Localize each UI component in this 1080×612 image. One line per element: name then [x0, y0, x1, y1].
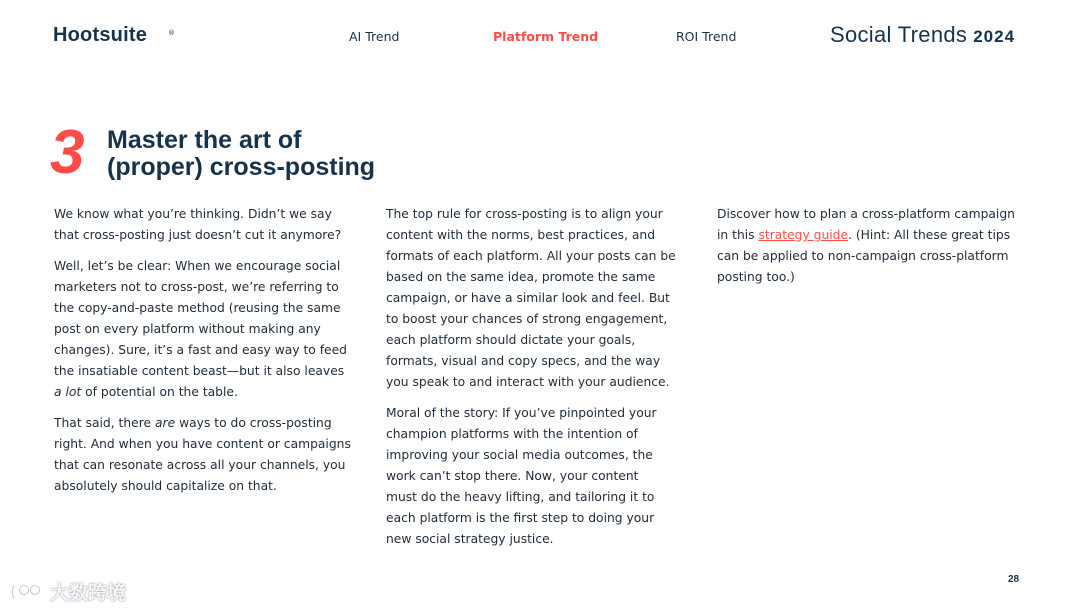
text-fragment: That said, there: [54, 416, 155, 430]
text-line: [54, 413, 369, 434]
text-fragment: in this: [717, 228, 759, 242]
text-line: absolutely should capitalize on that.: [54, 479, 277, 493]
section-title: [107, 127, 375, 181]
col2-paragraph-1: [386, 204, 701, 393]
text-line: content with the norms, best practices, and: [386, 228, 656, 242]
hootsuite-logo[interactable]: Hootsuite: [53, 24, 148, 46]
italic-text: are: [155, 416, 176, 430]
col3-paragraph-1: [717, 204, 1047, 288]
column-1: [54, 204, 369, 507]
nav-roi-trend[interactable]: ROI Trend: [676, 29, 737, 44]
text-line: work can’t stop there. Now, your content: [386, 469, 639, 483]
text-fragment: ways to do cross-posting: [175, 416, 332, 430]
brand-year: 2024: [973, 27, 1016, 46]
text-line: right. And when you have content or campaigns: [54, 437, 351, 451]
text-fragment: of potential on the table.: [81, 385, 238, 399]
text-line: that can resonate across all your channels, you: [54, 458, 346, 472]
watermark: [10, 578, 126, 605]
text-line: campaign, or have a similar look and feel. But: [386, 291, 670, 305]
social-trends-brand: [830, 22, 1015, 48]
italic-text: a lot: [54, 385, 82, 399]
nav-platform-trend[interactable]: Platform Trend: [493, 29, 599, 44]
col1-paragraph-3: [54, 413, 369, 497]
text-line: each platform is the first step to doing your: [386, 511, 655, 525]
text-line: improving your social media outcomes, the: [386, 448, 653, 462]
text-line: must do the heavy lifting, and tailoring it to: [386, 490, 655, 504]
watermark-text: 大数跨境: [50, 582, 127, 604]
col2-paragraph-2: [386, 403, 701, 550]
column-2: [386, 204, 701, 560]
title-line-2: (proper) cross-posting: [107, 153, 376, 181]
column-3: [717, 204, 1047, 298]
col1-paragraph-1: [54, 204, 369, 246]
text-line: [717, 225, 1047, 246]
text-line: The top rule for cross-posting is to align your: [386, 207, 663, 221]
header: [0, 0, 1080, 72]
text-line: changes). Sure, it’s a fast and easy way to feed: [54, 343, 347, 357]
text-line: can be applied to non-campaign cross-platform: [717, 249, 1009, 263]
text-line: based on the same idea, promote the same: [386, 270, 656, 284]
text-line: Well, let’s be clear: When we encourage social: [54, 259, 341, 273]
text-line: Moral of the story: If you’ve pinpointed your: [386, 406, 657, 420]
text-line: marketers not to cross-post, we’re referring to: [54, 280, 339, 294]
text-line: champion platforms with the intention of: [386, 427, 638, 441]
watermark-logo-icon: [10, 581, 46, 603]
col1-paragraph-2: [54, 256, 369, 403]
text-line: formats, visual and copy specs, and the way: [386, 354, 661, 368]
nav-ai-trend[interactable]: AI Trend: [349, 29, 400, 44]
text-fragment: . (Hint: All these great tips: [848, 228, 1011, 242]
title-line-1: Master the art of: [107, 126, 302, 154]
brand-text: Social Trends: [830, 22, 968, 47]
text-line: you speak to and interact with your audience.: [386, 375, 670, 389]
text-line: new social strategy justice.: [386, 532, 554, 546]
text-line: the copy-and-paste method (reusing the same: [54, 301, 341, 315]
text-line: [54, 382, 369, 403]
section-number: 3: [50, 118, 85, 187]
text-line: each platform should dictate your goals,: [386, 333, 636, 347]
text-line: that cross-posting just doesn’t cut it anymore?: [54, 228, 342, 242]
page-number: 28: [1008, 574, 1020, 585]
text-line: the insatiable content beast—but it also leaves: [54, 364, 345, 378]
text-line: We know what you’re thinking. Didn’t we say: [54, 207, 332, 221]
strategy-guide-link[interactable]: strategy guide: [758, 228, 849, 242]
text-line: Discover how to plan a cross-platform campaign: [717, 207, 1015, 221]
text-line: to boost your chances of strong engagement,: [386, 312, 668, 326]
registered-mark: ®: [168, 29, 175, 37]
text-line: posting too.): [717, 270, 795, 284]
text-line: formats of each platform. All your posts can be: [386, 249, 676, 263]
text-line: post on every platform without making any: [54, 322, 321, 336]
